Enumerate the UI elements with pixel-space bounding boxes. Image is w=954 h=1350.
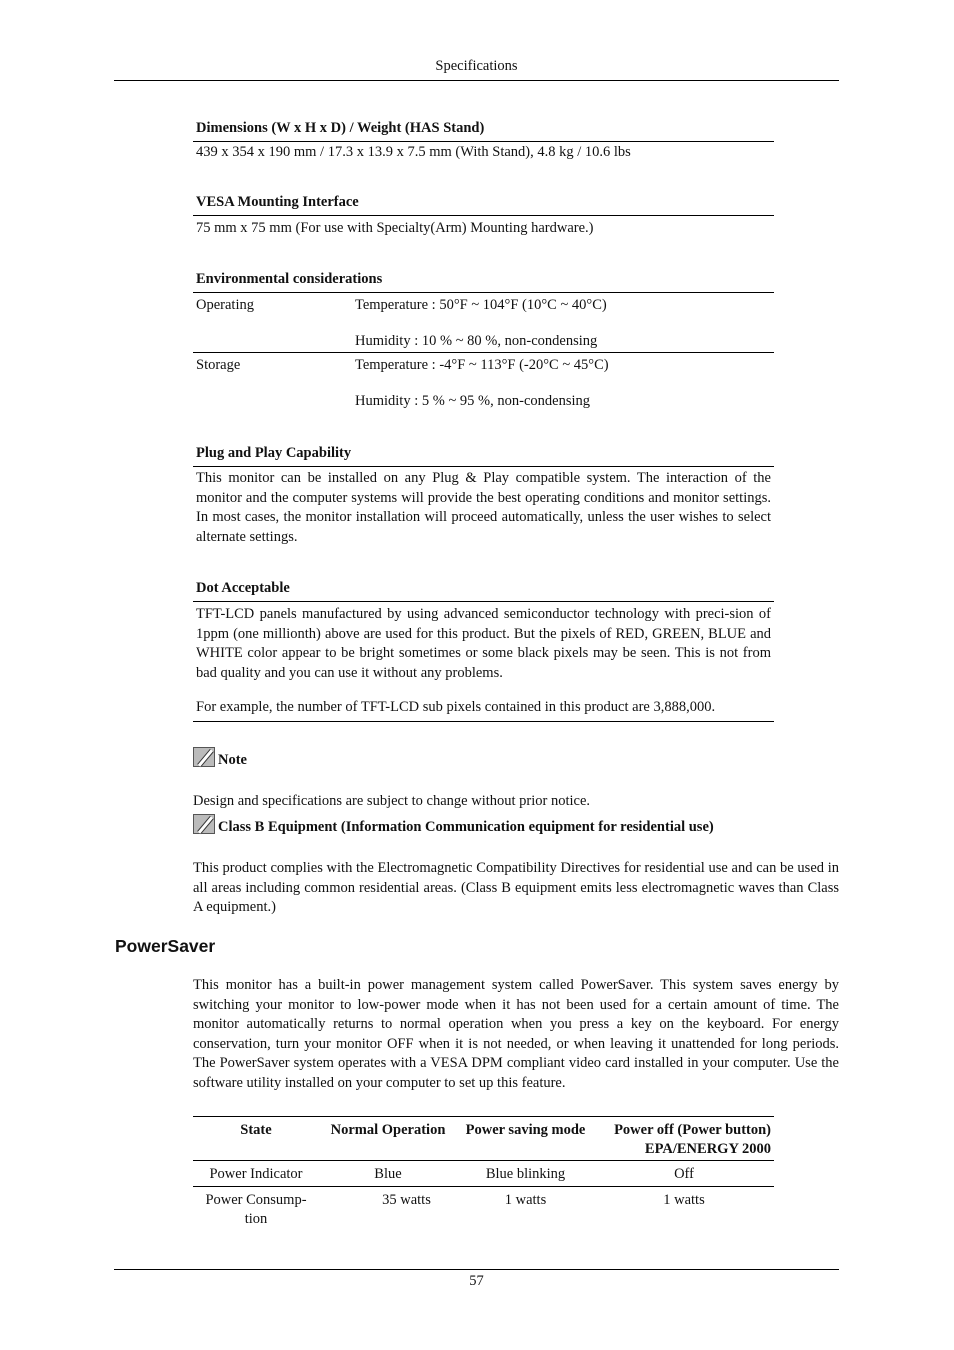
environment-temperature: Temperature : 50°F ~ 104°F (10°C ~ 40°C) — [355, 297, 607, 313]
table-cell: Off — [674, 1166, 694, 1182]
dot-acceptable-heading: Dot Acceptable — [193, 580, 774, 602]
table-cell: 1 watts — [504, 1192, 547, 1208]
table-header-state: State — [240, 1122, 272, 1138]
environment-row-label: Operating — [196, 297, 254, 313]
environment-heading: Environmental considerations — [193, 271, 774, 293]
dimensions-block — [193, 120, 774, 163]
dot-acceptable-example: For example, the number of TFT-LCD sub pixels contained in this product are 3,888,000. — [193, 683, 774, 722]
table-header-power-off: Power off (Power button) EPA/ENERGY 2000 — [614, 1122, 771, 1157]
environment-row-storage — [193, 353, 774, 411]
table-cell: Power Indicator — [209, 1166, 303, 1182]
class-b-heading — [193, 814, 714, 836]
powersaver-text: This monitor has a built-in power management system called PowerSaver. This system saves energy by switching your monitor to low-power mode when it has not been used for a certain amount of time. The monitor automatically returns to normal operation when you press a key on the keyboard. For energy conservation, turn your monitor OFF when it is not needed, or when leaving it unattended for long periods. The PowerSaver system operates with a VESA DPM compliant video card installed in your computer. Use the software utility installed on your computer to set up this feature. — [193, 977, 839, 1091]
note-icon — [193, 747, 215, 767]
table-cell: 35 watts — [382, 1192, 431, 1208]
note-icon — [193, 814, 215, 834]
dimensions-value: 439 x 354 x 190 mm / 17.3 x 13.9 x 7.5 mm (With Stand), 4.8 kg / 10.6 lbs — [196, 144, 631, 160]
environment-row-operating — [193, 293, 774, 353]
environment-block — [193, 271, 774, 411]
vesa-block — [193, 194, 774, 239]
section-title: PowerSaver — [115, 936, 216, 956]
table-cell: 1 watts — [663, 1192, 705, 1208]
note-label: Note — [218, 752, 247, 768]
dimensions-heading: Dimensions (W x H x D) / Weight (HAS Stand) — [193, 120, 774, 142]
running-header: Specifications — [435, 58, 518, 74]
table-cell: Blue — [374, 1166, 402, 1182]
header-rule — [114, 80, 839, 81]
plug-and-play-block — [193, 445, 774, 547]
footer-rule — [114, 1269, 839, 1270]
environment-temperature: Temperature : -4°F ~ 113°F (-20°C ~ 45°C) — [355, 357, 609, 373]
vesa-value: 75 mm x 75 mm (For use with Specialty(Arm) Mounting hardware.) — [196, 220, 594, 236]
table-header-normal: Normal Operation — [330, 1122, 446, 1138]
vesa-heading: VESA Mounting Interface — [193, 194, 774, 216]
plug-and-play-heading: Plug and Play Capability — [193, 445, 774, 467]
table-row — [193, 1187, 774, 1232]
class-b-label: Class B Equipment (Information Communication equipment for residential use) — [218, 819, 714, 835]
table-header-row — [193, 1117, 774, 1161]
note-heading — [193, 747, 247, 769]
table-row — [193, 1161, 774, 1187]
class-b-text: This product complies with the Electromagnetic Compatibility Directives for residential use and can be used in all areas including common residential areas. (Class B equipment emits less electromagnetic waves than Class A equipment.) — [193, 860, 839, 915]
table-cell: Blue blinking — [485, 1166, 566, 1182]
dot-acceptable-block — [193, 580, 774, 722]
environment-humidity: Humidity : 10 % ~ 80 %, non-condensing — [355, 332, 598, 349]
table-cell: Power Consump-tion — [205, 1192, 307, 1227]
note-text: Design and specifications are subject to change without prior notice. — [193, 793, 591, 809]
plug-and-play-text: This monitor can be installed on any Plug & Play compatible system. The interaction of the monitor and the computer systems will provide the best operating conditions and monitor settings. In most cases, the monitor installation will proceed automatically, unless the user wishes to select alternate settings. — [196, 470, 771, 545]
page-number: 57 — [469, 1273, 484, 1289]
powersaver-table — [193, 1116, 774, 1231]
dot-acceptable-text: TFT-LCD panels manufactured by using advanced semiconductor technology with preci-sion of 1ppm (one millionth) above are used for this product. But the pixels of RED, GREEN, BLUE and WHITE color appear to be bright sometimes or some black pixels may be seen. This is not from bad quality and you can use it without any problems. — [196, 606, 771, 681]
table-header-saving: Power saving mode — [465, 1122, 586, 1138]
environment-row-label: Storage — [196, 357, 241, 373]
environment-humidity: Humidity : 5 % ~ 95 %, non-condensing — [355, 392, 590, 409]
